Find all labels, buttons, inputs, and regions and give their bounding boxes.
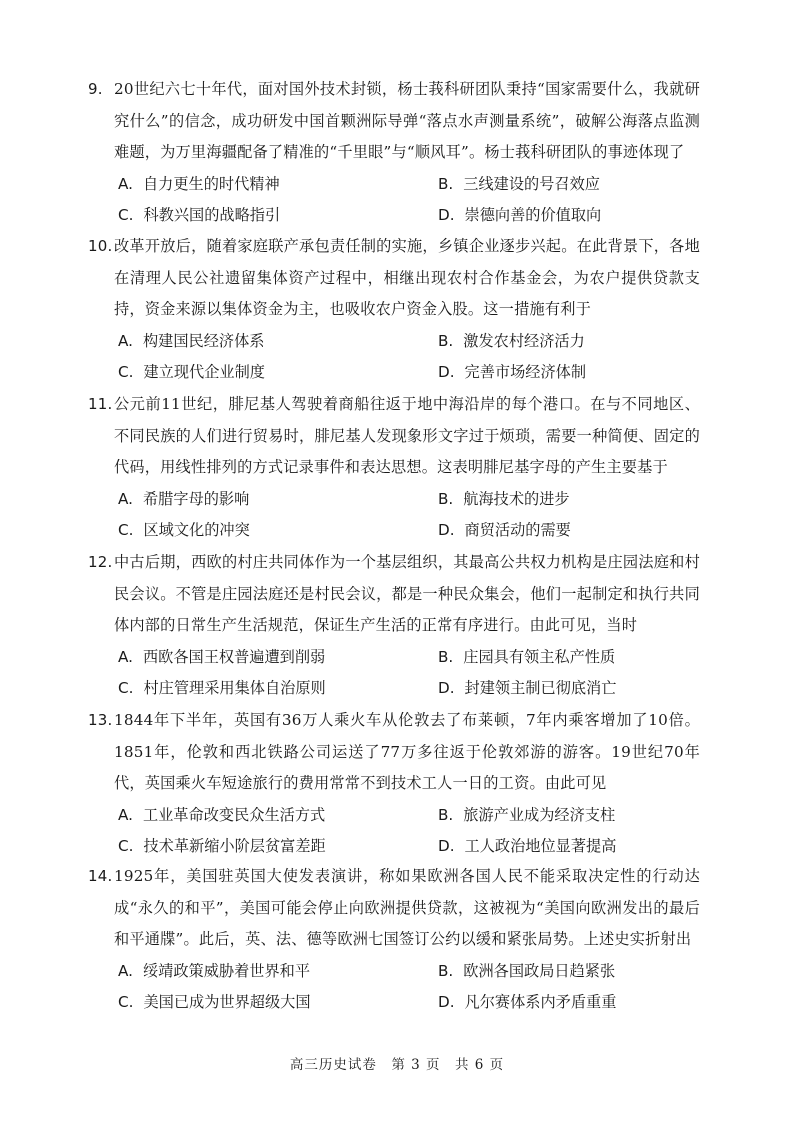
- option-a[interactable]: [118, 169, 280, 200]
- option-list: [118, 326, 700, 390]
- option-c[interactable]: [118, 357, 265, 388]
- option-d[interactable]: [438, 673, 616, 704]
- option-text: 完善市场经济体制: [464, 362, 587, 381]
- option-letter: D.: [438, 992, 455, 1011]
- option-a[interactable]: [118, 484, 249, 515]
- option-letter: D.: [438, 362, 455, 381]
- option-text: 西欧各国王权普遍遭到削弱: [142, 647, 326, 666]
- option-text: 建立现代企业制度: [143, 362, 265, 381]
- option-d[interactable]: [438, 515, 571, 546]
- question-stem: [88, 231, 700, 326]
- option-text: 航海技术的进步: [463, 489, 570, 508]
- option-b[interactable]: [438, 169, 600, 200]
- option-text: 自力更生的时代精神: [142, 174, 280, 193]
- option-a[interactable]: [118, 326, 264, 357]
- option-c[interactable]: [118, 673, 326, 704]
- question-stem: [88, 547, 700, 642]
- option-text: 绥靖政策威胁着世界和平: [142, 961, 311, 980]
- option-c[interactable]: [118, 987, 311, 1018]
- option-text: 希腊字母的影响: [142, 489, 250, 508]
- question-text: 1844年下半年，英国有36万人乘火车从伦敦去了布莱顿，7年内乘客增加了10倍。1851年，伦敦和西北铁路公司运送了77万多往返于伦敦郊游的游客。19世纪70年代，英国乘火车短途旅行的费用常常不到技术工人一日的工资。由此可见: [114, 711, 700, 792]
- option-d[interactable]: [438, 357, 586, 388]
- option-list: [118, 800, 700, 864]
- question-11: [88, 389, 700, 548]
- option-text: 欧洲各国政局日趋紧张: [463, 961, 616, 980]
- option-letter: C.: [118, 362, 134, 381]
- option-letter: C.: [118, 520, 134, 539]
- question-text: 20世纪六七十年代，面对国外技术封锁，杨士莪科研团队秉持“国家需要什么，我就研究什么”的信念，成功研发中国首颗洲际导弹“落点水声测量系统”，破解公海落点监测难题，为万里海疆配备了精准的“千里眼”与“顺风耳”。杨士莪科研团队的事迹体现了: [114, 80, 700, 161]
- question-text: 中古后期，西欧的村庄共同体作为一个基层组织，其最高公共权力机构是庄园法庭和村民会议。不管是庄园法庭还是村民会议，都是一种民众集会，他们一起制定和执行共同体内部的日常生产生活规范，保证生产生活的正常有序进行。由此可见，当时: [114, 553, 700, 634]
- question-stem: [88, 705, 700, 800]
- question-stem: [88, 861, 700, 956]
- option-letter: C.: [118, 678, 134, 697]
- option-text: 商贸活动的需要: [464, 520, 571, 539]
- option-letter: A.: [118, 647, 133, 666]
- option-text: 美国已成为世界超级大国: [143, 992, 311, 1011]
- question-number: 14.: [88, 867, 113, 885]
- question-number: 10.: [88, 237, 113, 255]
- option-letter: D.: [438, 836, 455, 855]
- option-c[interactable]: [118, 831, 326, 862]
- option-letter: B.: [438, 805, 454, 824]
- option-letter: B.: [438, 961, 454, 980]
- option-b[interactable]: [438, 956, 615, 987]
- option-letter: C.: [118, 205, 134, 224]
- option-a[interactable]: [118, 642, 325, 673]
- option-letter: A.: [118, 961, 133, 980]
- question-14: [88, 861, 700, 1020]
- question-number: 13.: [88, 711, 113, 729]
- question-9: [88, 74, 700, 233]
- option-text: 构建国民经济体系: [142, 331, 265, 350]
- option-text: 区域文化的冲突: [143, 520, 250, 539]
- option-letter: B.: [438, 331, 454, 350]
- option-c[interactable]: [118, 200, 280, 231]
- option-c[interactable]: [118, 515, 250, 546]
- option-text: 旅游产业成为经济支柱: [463, 805, 616, 824]
- option-letter: D.: [438, 678, 455, 697]
- option-text: 工人政治地位显著提高: [464, 836, 617, 855]
- question-text: 公元前11世纪，腓尼基人驾驶着商船往返于地中海沿岸的每个港口。在与不同地区、不同民族的人们进行贸易时，腓尼基人发现象形文字过于烦琐，需要一种简便、固定的代码，用线性排列的方式记录事件和表达思想。这表明腓尼基字母的产生主要基于: [114, 395, 700, 476]
- question-number: 12.: [88, 553, 113, 571]
- option-b[interactable]: [438, 326, 585, 357]
- question-12: [88, 547, 700, 706]
- option-letter: B.: [438, 174, 454, 193]
- option-letter: D.: [438, 520, 455, 539]
- question-13: [88, 705, 700, 864]
- option-list: [118, 642, 700, 706]
- question-text: 1925年，美国驻英国大使发表演讲，称如果欧洲各国人民不能采取决定性的行动达成“永久的和平”，美国可能会停止向欧洲提供贷款，这被视为“美国向欧洲发出的最后和平通牒”。此后，英、法、德等欧洲七国签订公约以缓和紧张局势。上述史实折射出: [114, 867, 700, 948]
- option-letter: A.: [118, 805, 133, 824]
- option-list: [118, 484, 700, 548]
- option-text: 激发农村经济活力: [463, 331, 585, 350]
- option-b[interactable]: [438, 800, 615, 831]
- question-10: [88, 231, 700, 390]
- option-text: 封建领主制已彻底消亡: [464, 678, 617, 697]
- question-number: 11.: [88, 395, 113, 413]
- option-a[interactable]: [118, 800, 325, 831]
- option-letter: B.: [438, 489, 454, 508]
- question-number: 9.: [88, 80, 103, 98]
- option-text: 庄园具有领主私产性质: [463, 647, 616, 666]
- option-list: [118, 956, 700, 1020]
- option-text: 崇德向善的价值取向: [464, 205, 602, 224]
- option-letter: C.: [118, 992, 134, 1011]
- question-stem: [88, 389, 700, 484]
- option-list: [118, 169, 700, 233]
- option-text: 科教兴国的战略指引: [143, 205, 281, 224]
- question-text: 改革开放后，随着家庭联产承包责任制的实施，乡镇企业逐步兴起。在此背景下，各地在清理人民公社遗留集体资产过程中，相继出现农村合作基金会，为农户提供贷款支持，资金来源以集体资金为主，也吸收农户资金入股。这一措施有利于: [114, 237, 700, 318]
- option-letter: C.: [118, 836, 134, 855]
- option-b[interactable]: [438, 642, 615, 673]
- option-text: 工业革命改变民众生活方式: [142, 805, 326, 824]
- page-footer: 高三历史试卷 第 3 页 共 6 页: [289, 1057, 505, 1073]
- option-text: 三线建设的号召效应: [463, 174, 600, 193]
- option-d[interactable]: [438, 987, 616, 1018]
- option-letter: A.: [118, 331, 133, 350]
- option-d[interactable]: [438, 831, 616, 862]
- option-letter: D.: [438, 205, 455, 224]
- option-text: 凡尔赛体系内矛盾重重: [464, 992, 617, 1011]
- option-letter: A.: [118, 174, 133, 193]
- option-text: 技术革新缩小阶层贫富差距: [143, 836, 326, 855]
- option-a[interactable]: [118, 956, 310, 987]
- option-text: 村庄管理采用集体自治原则: [143, 678, 326, 697]
- option-d[interactable]: [438, 200, 601, 231]
- option-letter: A.: [118, 489, 133, 508]
- option-letter: B.: [438, 647, 454, 666]
- option-b[interactable]: [438, 484, 570, 515]
- question-stem: [88, 74, 700, 169]
